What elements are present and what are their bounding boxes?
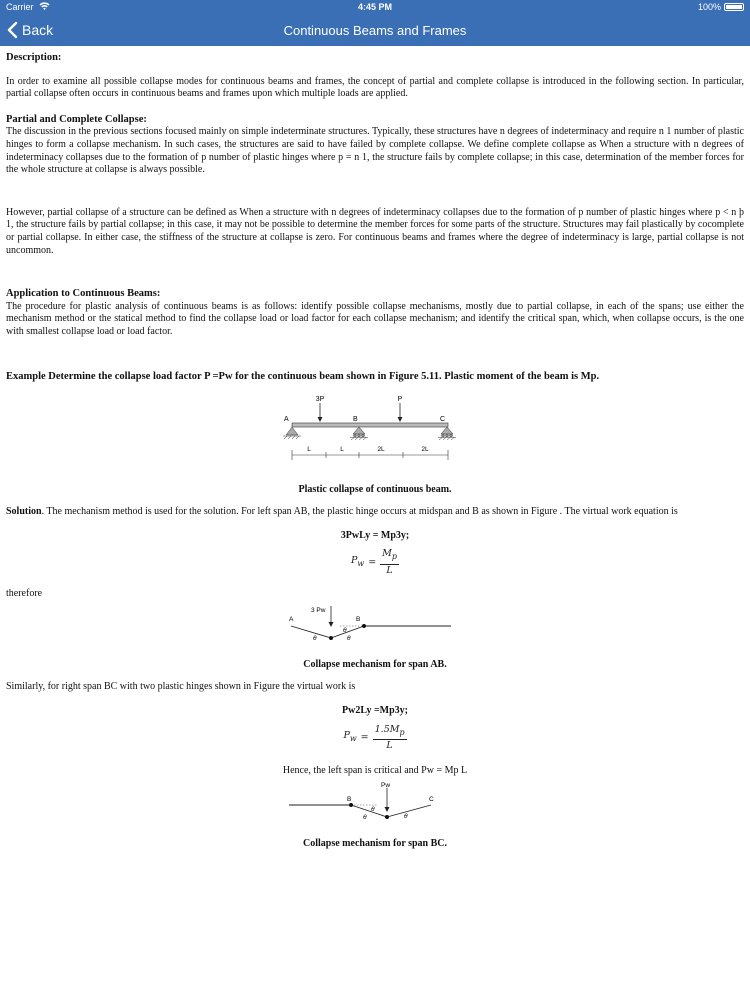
formula-1: $P_w$ = $\frac{M_p}{L}$: [351, 548, 397, 576]
figure-caption-bc: Collapse mechanism for span BC.: [303, 837, 447, 849]
mech-ab-label-b: B: [356, 616, 361, 624]
load-p-label: P: [397, 396, 403, 404]
solution-text: . The mechanism method is used for the solution. For left span AB, the plastic hinge occurs at midspan and B as shown in Figure . The virtual work equation is: [41, 506, 678, 518]
description-heading: Description:: [6, 52, 62, 63]
dim-label-3: 2L: [377, 446, 385, 454]
page-title: Continuous Beams and Frames: [283, 23, 467, 38]
battery-icon: [724, 3, 744, 11]
mechanism-ab-diagram: [285, 604, 465, 650]
dim-label-4: 2L: [421, 446, 429, 454]
dim-label-1: L: [307, 446, 311, 454]
battery-indicator: [698, 2, 744, 12]
beam: [292, 423, 448, 427]
document-content: [6, 52, 744, 850]
figure-caption-beam: Plastic collapse of continuous beam.: [298, 483, 452, 495]
formula-1-numerator-sub: p: [391, 552, 397, 562]
figure-caption-ab: Collapse mechanism for span AB.: [303, 658, 447, 670]
load-pw-label: Pw: [381, 782, 391, 790]
formula-2-numerator: 1.5M: [374, 723, 400, 735]
mechanism-bc-diagram: [285, 779, 465, 825]
example-heading: Example Determine the collapse load factor P =Pw for the continuous beam shown in Figure 5.11. Plastic moment of the beam is Mp.: [6, 370, 600, 382]
load-3pw-label: 3 Pw: [311, 607, 326, 615]
equation-2: Pw2Ly =Mp3y;: [342, 704, 408, 716]
therefore-text: therefore: [6, 587, 43, 599]
formula-2: $P_w$ = $\frac{1.5M_p}{L}$: [343, 723, 405, 751]
navigation-bar: [0, 14, 750, 46]
carrier-label: Carrier: [6, 2, 34, 12]
formula-2-lhs-sub: w: [349, 734, 357, 744]
theta-bc-3: θ: [404, 813, 408, 821]
hinge-span-bc: [385, 815, 389, 819]
support-c: [441, 427, 453, 434]
formula-1-lhs: P: [351, 555, 358, 567]
beam-label-a: A: [284, 416, 289, 424]
theta-2: θ: [343, 627, 347, 635]
partial-complete-heading: Partial and Complete Collapse:: [6, 113, 147, 125]
figure-continuous-beam: [6, 393, 744, 478]
back-label: Back: [22, 22, 54, 38]
partial-collapse-text: However, partial collapse of a structure can be defined as When a structure with n degrees of indeterminacy collapses due to the formation of p number of plastic hinges where p < n þ 1, the structure fails by partial collapse; in this case, it may not be possible to determine the member forces for some parts of the structure. Structures may fail plastically by cocomplete or partial collapse. In either case, the stiffness of the structure at collapse is zero. For continuous beams and frames where the degree of indeterminacy is large, partial collapse is not uncommon.: [6, 206, 744, 256]
partial-complete-text: The discussion in the previous sections focused mainly on simple indeterminate structures. Typically, these structures have n degrees of indeterminacy and require n 1 number of plastic hinges to form a collapse mechanism. In such cases, the structures are said to have failed by complete collapse. We define complete collapse as When a structure with n degrees of indeterminacy collapses due to the formation of p number of plastic hinges where p = n 1, the structure fails by complete collapse; in this case, determination of the member forces for the whole structure at collapse is always possible.: [6, 126, 744, 176]
formula-1-denominator: L: [386, 564, 393, 576]
formula-2-denominator: L: [386, 740, 393, 751]
beam-diagram: [280, 393, 470, 473]
battery-percent: 100%: [697, 2, 721, 12]
support-a: [286, 427, 298, 435]
theta-3: θ: [347, 635, 351, 643]
description-text: In order to examine all possible collapse modes for continuous beams and frames, the concept of partial and complete collapse is introduced in the following section. In particular, partial collapse often occurs in continuous beams and frames upon which multiple loads are applied.: [6, 75, 744, 100]
solution-paragraph: [6, 506, 744, 519]
formula-2-lhs: P: [343, 730, 350, 742]
formula-1-lhs-sub: w: [357, 559, 365, 569]
theta-bc-2: θ: [363, 814, 367, 822]
load-3p-label: 3P: [315, 396, 325, 404]
theta-1: θ: [313, 635, 317, 643]
dim-label-2: L: [340, 446, 344, 454]
mech-ab-label-a: A: [289, 616, 294, 624]
equation-1: 3PwLy = Mp3y;: [340, 529, 410, 541]
mech-bc-label-c: C: [429, 796, 434, 804]
beam-label-c: C: [440, 416, 446, 424]
solution-label: Solution: [6, 506, 42, 518]
theta-bc-1: θ: [371, 806, 375, 814]
status-time: 4:45 PM: [357, 2, 392, 12]
hinge-b-bc: [349, 803, 353, 807]
support-b: [353, 427, 365, 434]
formula-1-numerator: M: [382, 548, 392, 560]
hinge-b: [362, 624, 366, 628]
status-bar: [0, 0, 750, 14]
hinge-midspan: [329, 636, 333, 640]
application-text: The procedure for plastic analysis of continuous beams is as follows: identify possible collapse mechanisms, mostly due to partial collapse, in each of the spans; use either the mechanism method or the statical method to find the collapse load or load factor for each collapse mechanism; and identify the critical span, which, when collapse occurs, is the one with smallest collapse load or load factor.: [6, 300, 744, 337]
mech-bc-label-b: B: [347, 796, 352, 804]
figure-mechanism-bc: [6, 779, 744, 830]
application-heading: Application to Continuous Beams:: [6, 288, 161, 300]
hence-text: Hence, the left span is critical and Pw = Mp L: [282, 764, 468, 776]
formula-2-numerator-sub: p: [399, 727, 405, 737]
beam-label-b: B: [353, 416, 358, 424]
similarly-text: Similarly, for right span BC with two plastic hinges shown in Figure the virtual work is: [6, 681, 356, 693]
figure-mechanism-ab: [6, 604, 744, 655]
